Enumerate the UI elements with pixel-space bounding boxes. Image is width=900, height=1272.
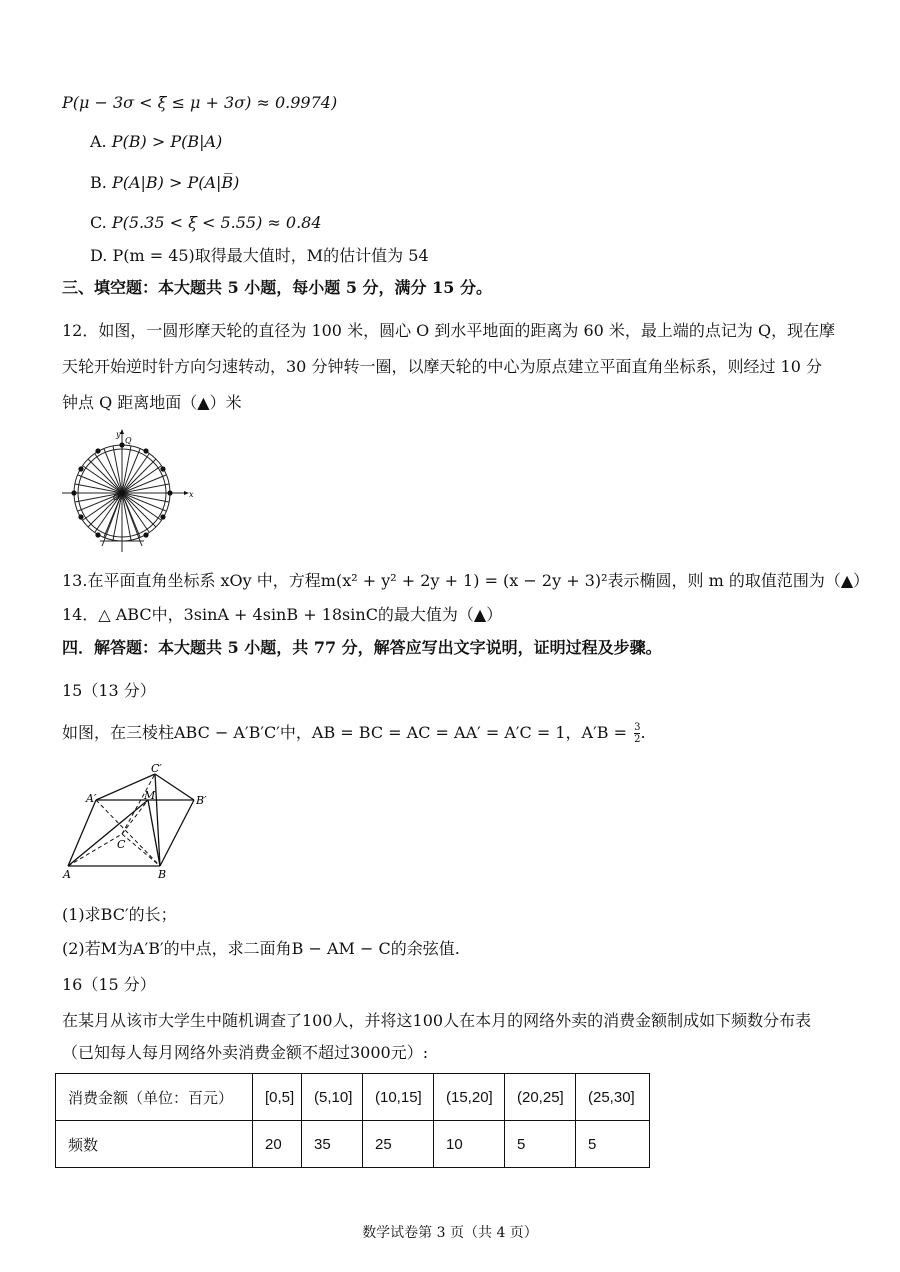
q12-line2: 天轮开始逆时针方向匀速转动，30 分钟转一圈，以摩天轮的中心为原点建立平面直角坐标系，则经过 10 分 xyxy=(62,357,822,376)
table-cell: (10,15] xyxy=(363,1074,434,1121)
q16-title: 16（15 分） xyxy=(62,975,156,994)
table-cell: 20 xyxy=(253,1121,302,1168)
table-cell: 35 xyxy=(302,1121,363,1168)
fig-label-c: C xyxy=(117,838,126,851)
q16-line2: （已知每人每月网络外卖消费金额不超过3000元）: xyxy=(62,1043,429,1062)
fig-label-c1: C′ xyxy=(151,762,162,775)
section3-heading: 三、填空题：本大题共 5 小题，每小题 5 分，满分 15 分。 xyxy=(62,278,492,297)
fig-label-b1: B′ xyxy=(196,794,207,807)
q11-option-d: D. P(m = 45)取得最大值时，M的估计值为 54 xyxy=(90,246,429,265)
table-cell: (15,20] xyxy=(434,1074,505,1121)
q14-text: 14．△ ABC中，3sinA + 4sinB + 18sinC的最大值为（▲） xyxy=(62,605,503,624)
page-footer: 数学试卷第 3 页（共 4 页） xyxy=(362,1225,538,1241)
ferris-wheel-figure xyxy=(62,428,202,552)
q12-line1: 12．如图，一圆形摩天轮的直径为 100 米，圆心 O 到水平地面的距离为 60 米，最上端的点记为 Q，现在摩 xyxy=(62,321,836,340)
fig-label-a: A xyxy=(63,868,71,881)
q15-stem: 如图，在三棱柱ABC − A′B′C′中，AB = BC = AC = AA′ = A′C = 1，A′B = $\frac{3}{2}$ . xyxy=(62,722,646,745)
table-row xyxy=(56,1121,650,1168)
fig-label-b: B xyxy=(158,868,167,881)
section4-heading: 四．解答题：本大题共 5 小题，共 77 分，解答应写出文字说明，证明过程及步骤。 xyxy=(62,638,662,657)
table-cell: [0,5] xyxy=(253,1074,302,1121)
table-row xyxy=(56,1074,650,1121)
fig-label-m: M xyxy=(144,789,156,802)
table-cell: (20,25] xyxy=(505,1074,576,1121)
table-cell: 5 xyxy=(505,1121,576,1168)
fig-label-a1: A′ xyxy=(86,792,97,805)
q11-condition: P(μ − 3σ < ξ ≤ μ + 3σ) ≈ 0.9974) xyxy=(62,93,338,112)
q15-part1: (1)求BC′的长； xyxy=(62,905,177,924)
table-cell: 5 xyxy=(576,1121,650,1168)
frequency-table xyxy=(55,1073,650,1168)
table-cell: 25 xyxy=(363,1121,434,1168)
table-header-label: 消费金额（单位：百元） xyxy=(56,1074,253,1121)
table-row-label: 频数 xyxy=(56,1121,253,1168)
q15-frac-num: 3 xyxy=(634,722,641,733)
table-cell: (5,10] xyxy=(302,1074,363,1121)
prism-figure xyxy=(60,762,220,882)
q13-text: 13.在平面直角坐标系 xOy 中，方程m(x² + y² + 2y + 1) = (x − 2y + 3)²表示椭圆，则 m 的取值范围为（▲） xyxy=(62,571,870,590)
q11-option-b: B. P(A|B) > P(A|B̅) xyxy=(90,173,240,192)
q15-title: 15（13 分） xyxy=(62,681,156,700)
q12-line3: 钟点 Q 距离地面（▲）米 xyxy=(62,393,242,412)
q11-option-a: A. P(B) > P(B|A) xyxy=(90,132,223,151)
fig-label-q: Q xyxy=(125,436,132,445)
q11-option-c: C. P(5.35 < ξ < 5.55) ≈ 0.84 xyxy=(90,213,322,232)
table-cell: (25,30] xyxy=(576,1074,650,1121)
fig-label-o: O xyxy=(113,493,120,502)
q15-part2: (2)若M为A′B′的中点，求二面角B − AM − C的余弦值. xyxy=(62,939,460,958)
fig-label-x: x xyxy=(189,490,194,499)
fig-label-y: y xyxy=(116,430,121,439)
q16-line1: 在某月从该市大学生中随机调查了100人，并将这100人在本月的网络外卖的消费金额制成如下频数分布表 xyxy=(62,1011,812,1030)
table-cell: 10 xyxy=(434,1121,505,1168)
q15-frac-den: 2 xyxy=(634,734,641,745)
